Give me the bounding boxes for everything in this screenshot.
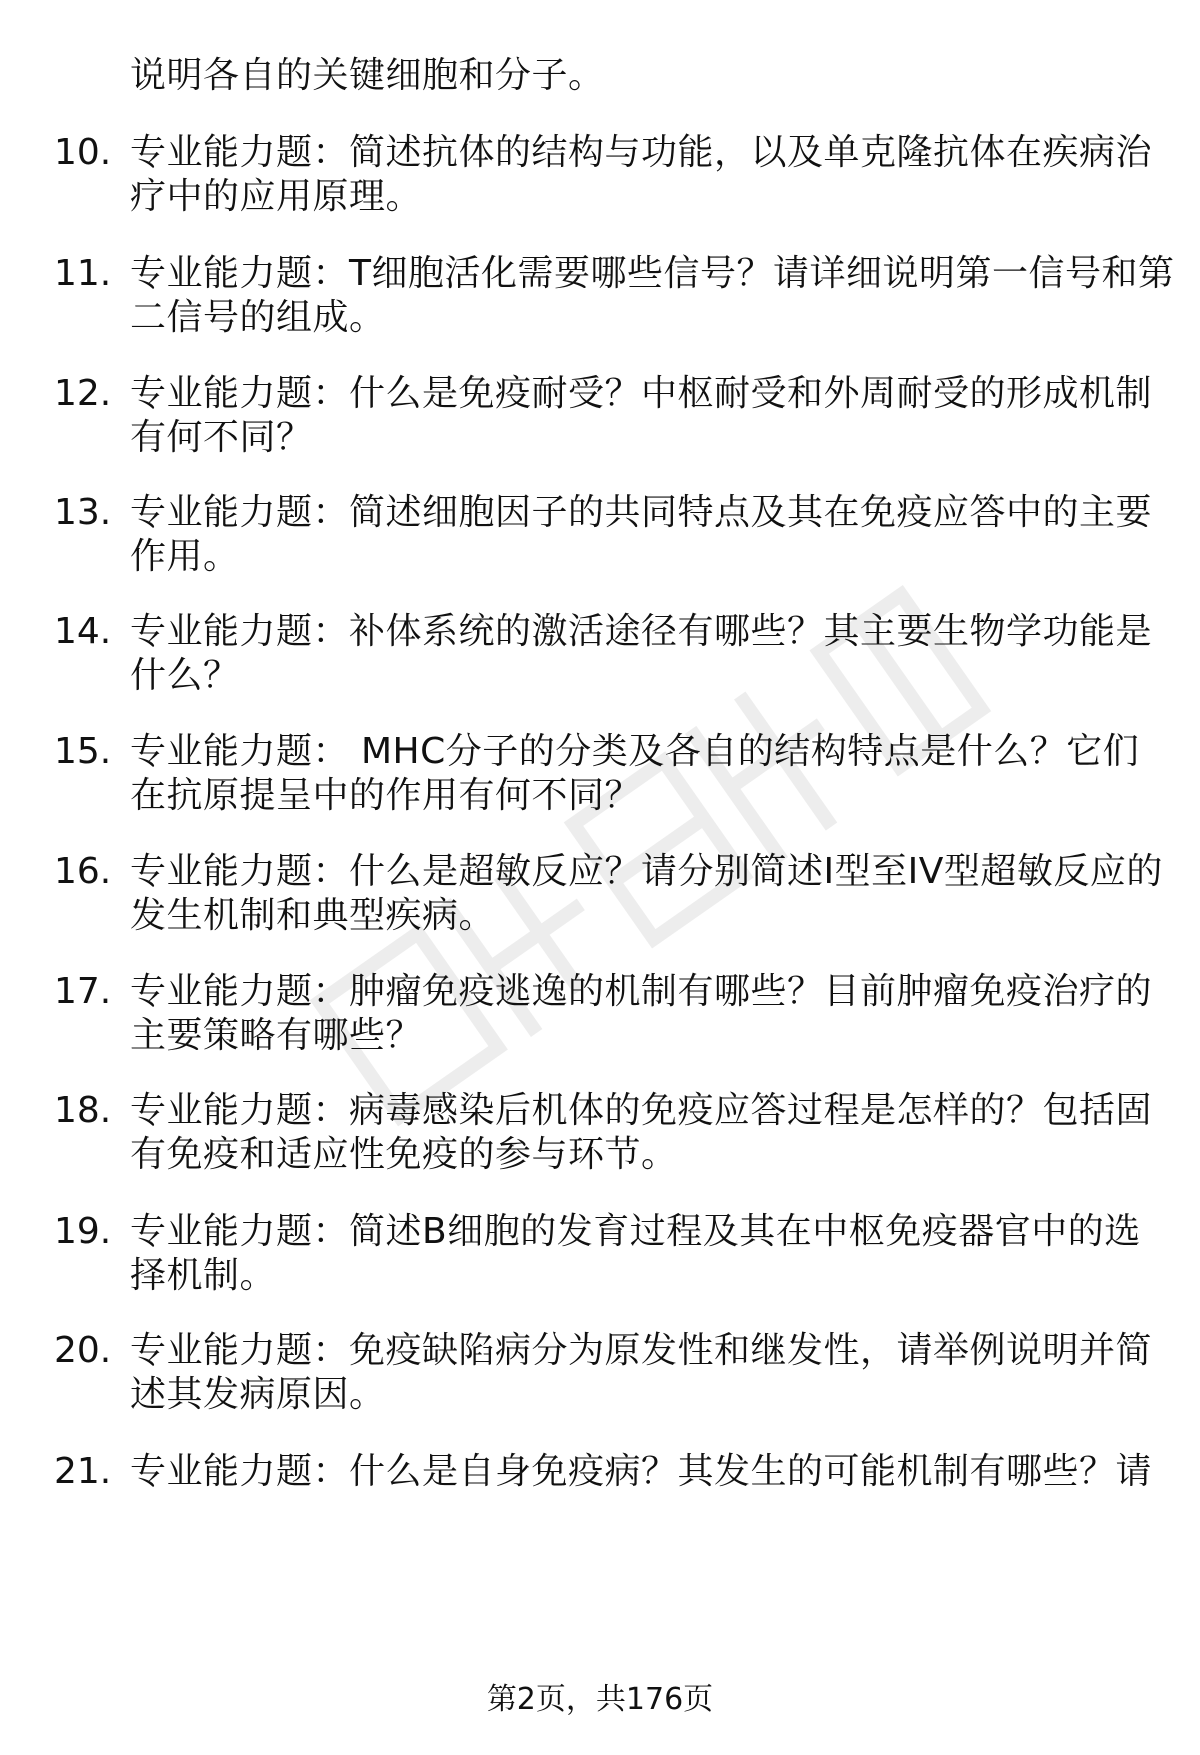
question-text-line: 专业能力题：什么是免疫耐受？中枢耐受和外周耐受的形成机制 [130, 373, 1153, 414]
question-text-line: 在抗原提呈中的作用有何不同？ [130, 775, 642, 816]
question-number: 12. [54, 373, 112, 414]
question-text-line: 专业能力题：肿瘤免疫逃逸的机制有哪些？目前肿瘤免疫治疗的 [130, 971, 1153, 1012]
question-text-line: 专业能力题：补体系统的激活途径有哪些？其主要生物学功能是 [130, 611, 1153, 652]
question-number: 16. [54, 851, 112, 892]
question-text-line: 专业能力题：免疫缺陷病分为原发性和继发性，请举例说明并简 [130, 1330, 1153, 1371]
question-text-line: 专业能力题：简述细胞因子的共同特点及其在免疫应答中的主要 [130, 492, 1153, 533]
question-text-line: 专业能力题： MHC分子的分类及各自的结构特点是什么？它们 [130, 731, 1140, 772]
question-text-line: 发生机制和典型疾病。 [130, 895, 496, 936]
question-number: 21. [54, 1451, 112, 1492]
question-number: 10. [54, 132, 112, 173]
question-text-line: 有何不同？ [130, 417, 313, 458]
question-number: 18. [54, 1090, 112, 1131]
question-number: 20. [54, 1330, 112, 1371]
question-text-line: 主要策略有哪些？ [130, 1015, 423, 1056]
question-text-line: 专业能力题：简述B细胞的发育过程及其在中枢免疫器官中的选 [130, 1211, 1141, 1252]
question-text-line: 择机制。 [130, 1255, 277, 1296]
question-number: 19. [54, 1211, 112, 1252]
intro-line: 说明各自的关键细胞和分子。 [130, 55, 605, 96]
question-number: 15. [54, 731, 112, 772]
question-text-line: 专业能力题：什么是自身免疫病？其发生的可能机制有哪些？请 [130, 1451, 1153, 1492]
question-text-line: 疗中的应用原理。 [130, 176, 423, 217]
question-text-line: 述其发病原因。 [130, 1374, 386, 1415]
question-number: 13. [54, 492, 112, 533]
question-number: 14. [54, 611, 112, 652]
question-text-line: 专业能力题：病毒感染后机体的免疫应答过程是怎样的？包括固 [130, 1090, 1153, 1131]
question-number: 17. [54, 971, 112, 1012]
page-footer: 第2页，共176页 [486, 1682, 714, 1717]
question-text-line: 什么？ [130, 655, 240, 696]
question-text-line: 二信号的组成。 [130, 297, 386, 338]
question-text-line: 有免疫和适应性免疫的参与环节。 [130, 1134, 678, 1175]
question-text-line: 专业能力题：T细胞活化需要哪些信号？请详细说明第一信号和第 [130, 253, 1175, 294]
question-text-line: 作用。 [130, 536, 240, 577]
question-text-line: 专业能力题：什么是超敏反应？请分别简述I型至IV型超敏反应的 [130, 851, 1163, 892]
question-text-line: 专业能力题：简述抗体的结构与功能，以及单克隆抗体在疾病治 [130, 132, 1153, 173]
question-number: 11. [54, 253, 112, 294]
